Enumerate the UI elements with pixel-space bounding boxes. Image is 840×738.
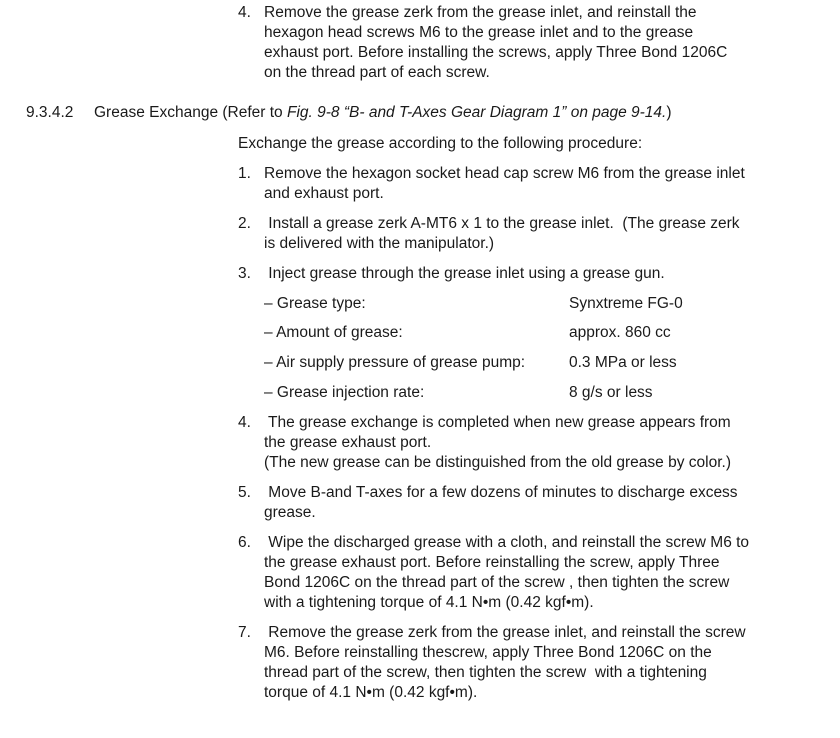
step-line: exhaust port. Before installing the screws, apply Three Bond 1206C <box>264 44 728 61</box>
prev-step-4 <box>238 3 798 83</box>
section-number: 9.3.4.2 <box>26 104 74 121</box>
step-number: 4. <box>238 414 251 431</box>
step-text <box>264 164 798 204</box>
step-number: 4. <box>238 4 251 21</box>
step-line: the grease exhaust port. <box>264 434 432 451</box>
step-line: the grease exhaust port. Before reinstalling the screw, apply Three <box>264 554 720 571</box>
step-line: on the thread part of each screw. <box>264 64 490 81</box>
step-line: Inject grease through the grease inlet using a grease gun. <box>264 265 665 282</box>
step-line: and exhaust port. <box>264 185 384 202</box>
section-title: Grease Exchange (Refer to <box>94 104 287 121</box>
step-4 <box>238 413 798 473</box>
step-number: 5. <box>238 484 251 501</box>
step-text <box>264 533 798 613</box>
step-text <box>264 413 798 473</box>
step-line: grease. <box>264 504 316 521</box>
spec-value: 8 g/s or less <box>569 384 653 401</box>
spec-label: – Grease injection rate: <box>264 384 425 401</box>
spec-grease-type <box>264 294 784 314</box>
figure-reference-link[interactable]: Fig. 9-8 “B- and T-Axes Gear Diagram 1” on page 9-14. <box>287 104 667 121</box>
spec-amount <box>264 323 784 343</box>
step-number: 6. <box>238 534 251 551</box>
step-3 <box>238 264 798 284</box>
section-heading <box>26 103 672 123</box>
step-text <box>264 3 798 83</box>
spec-label: – Air supply pressure of grease pump: <box>264 354 526 371</box>
step-line: thread part of the screw, then tighten the screw with a tightening <box>264 664 707 681</box>
step-text <box>264 623 798 703</box>
step-5 <box>238 483 798 523</box>
step-line: Remove the grease zerk from the grease inlet, and reinstall the screw <box>264 624 746 641</box>
step-6 <box>238 533 798 613</box>
step-line: Bond 1206C on the thread part of the screw , then tighten the screw <box>264 574 730 591</box>
step-line: with a tightening torque of 4.1 N•m (0.42 kgf•m). <box>264 594 594 611</box>
step-number: 3. <box>238 265 251 282</box>
spec-label: – Grease type: <box>264 295 366 312</box>
step-line: Remove the hexagon socket head cap screw M6 from the grease inlet <box>264 165 745 182</box>
spec-label: – Amount of grease: <box>264 324 403 341</box>
step-line: Install a grease zerk A-MT6 x 1 to the grease inlet. (The grease zerk <box>264 215 740 232</box>
step-7 <box>238 623 798 703</box>
step-1 <box>238 164 798 204</box>
spec-value: 0.3 MPa or less <box>569 354 677 371</box>
step-line: The grease exchange is completed when new grease appears from <box>264 414 731 431</box>
step-line: M6. Before reinstalling thescrew, apply Three Bond 1206C on the <box>264 644 712 661</box>
step-text <box>264 214 798 254</box>
step-line: hexagon head screws M6 to the grease inlet and to the grease <box>264 24 694 41</box>
step-text <box>264 483 798 523</box>
step-number: 2. <box>238 215 251 232</box>
spec-air-pressure <box>264 353 784 373</box>
spec-value: approx. 860 cc <box>569 324 671 341</box>
step-line: Remove the grease zerk from the grease inlet, and reinstall the <box>264 4 697 21</box>
section-title-close: ) <box>666 104 672 121</box>
step-line: (The new grease can be distinguished from the old grease by color.) <box>264 454 731 471</box>
step-text <box>264 264 798 284</box>
step-line: Move B-and T-axes for a few dozens of minutes to discharge excess <box>264 484 738 501</box>
step-number: 1. <box>238 165 251 182</box>
step-line: is delivered with the manipulator.) <box>264 235 495 252</box>
step-line: Wipe the discharged grease with a cloth, and reinstall the screw M6 to <box>264 534 750 551</box>
spec-value: Synxtreme FG-0 <box>569 295 683 312</box>
step-2 <box>238 214 798 254</box>
spec-injection-rate <box>264 383 784 403</box>
step-line: torque of 4.1 N•m (0.42 kgf•m). <box>264 684 478 701</box>
step-number: 7. <box>238 624 251 641</box>
procedure-intro: Exchange the grease according to the following procedure: <box>238 135 643 152</box>
